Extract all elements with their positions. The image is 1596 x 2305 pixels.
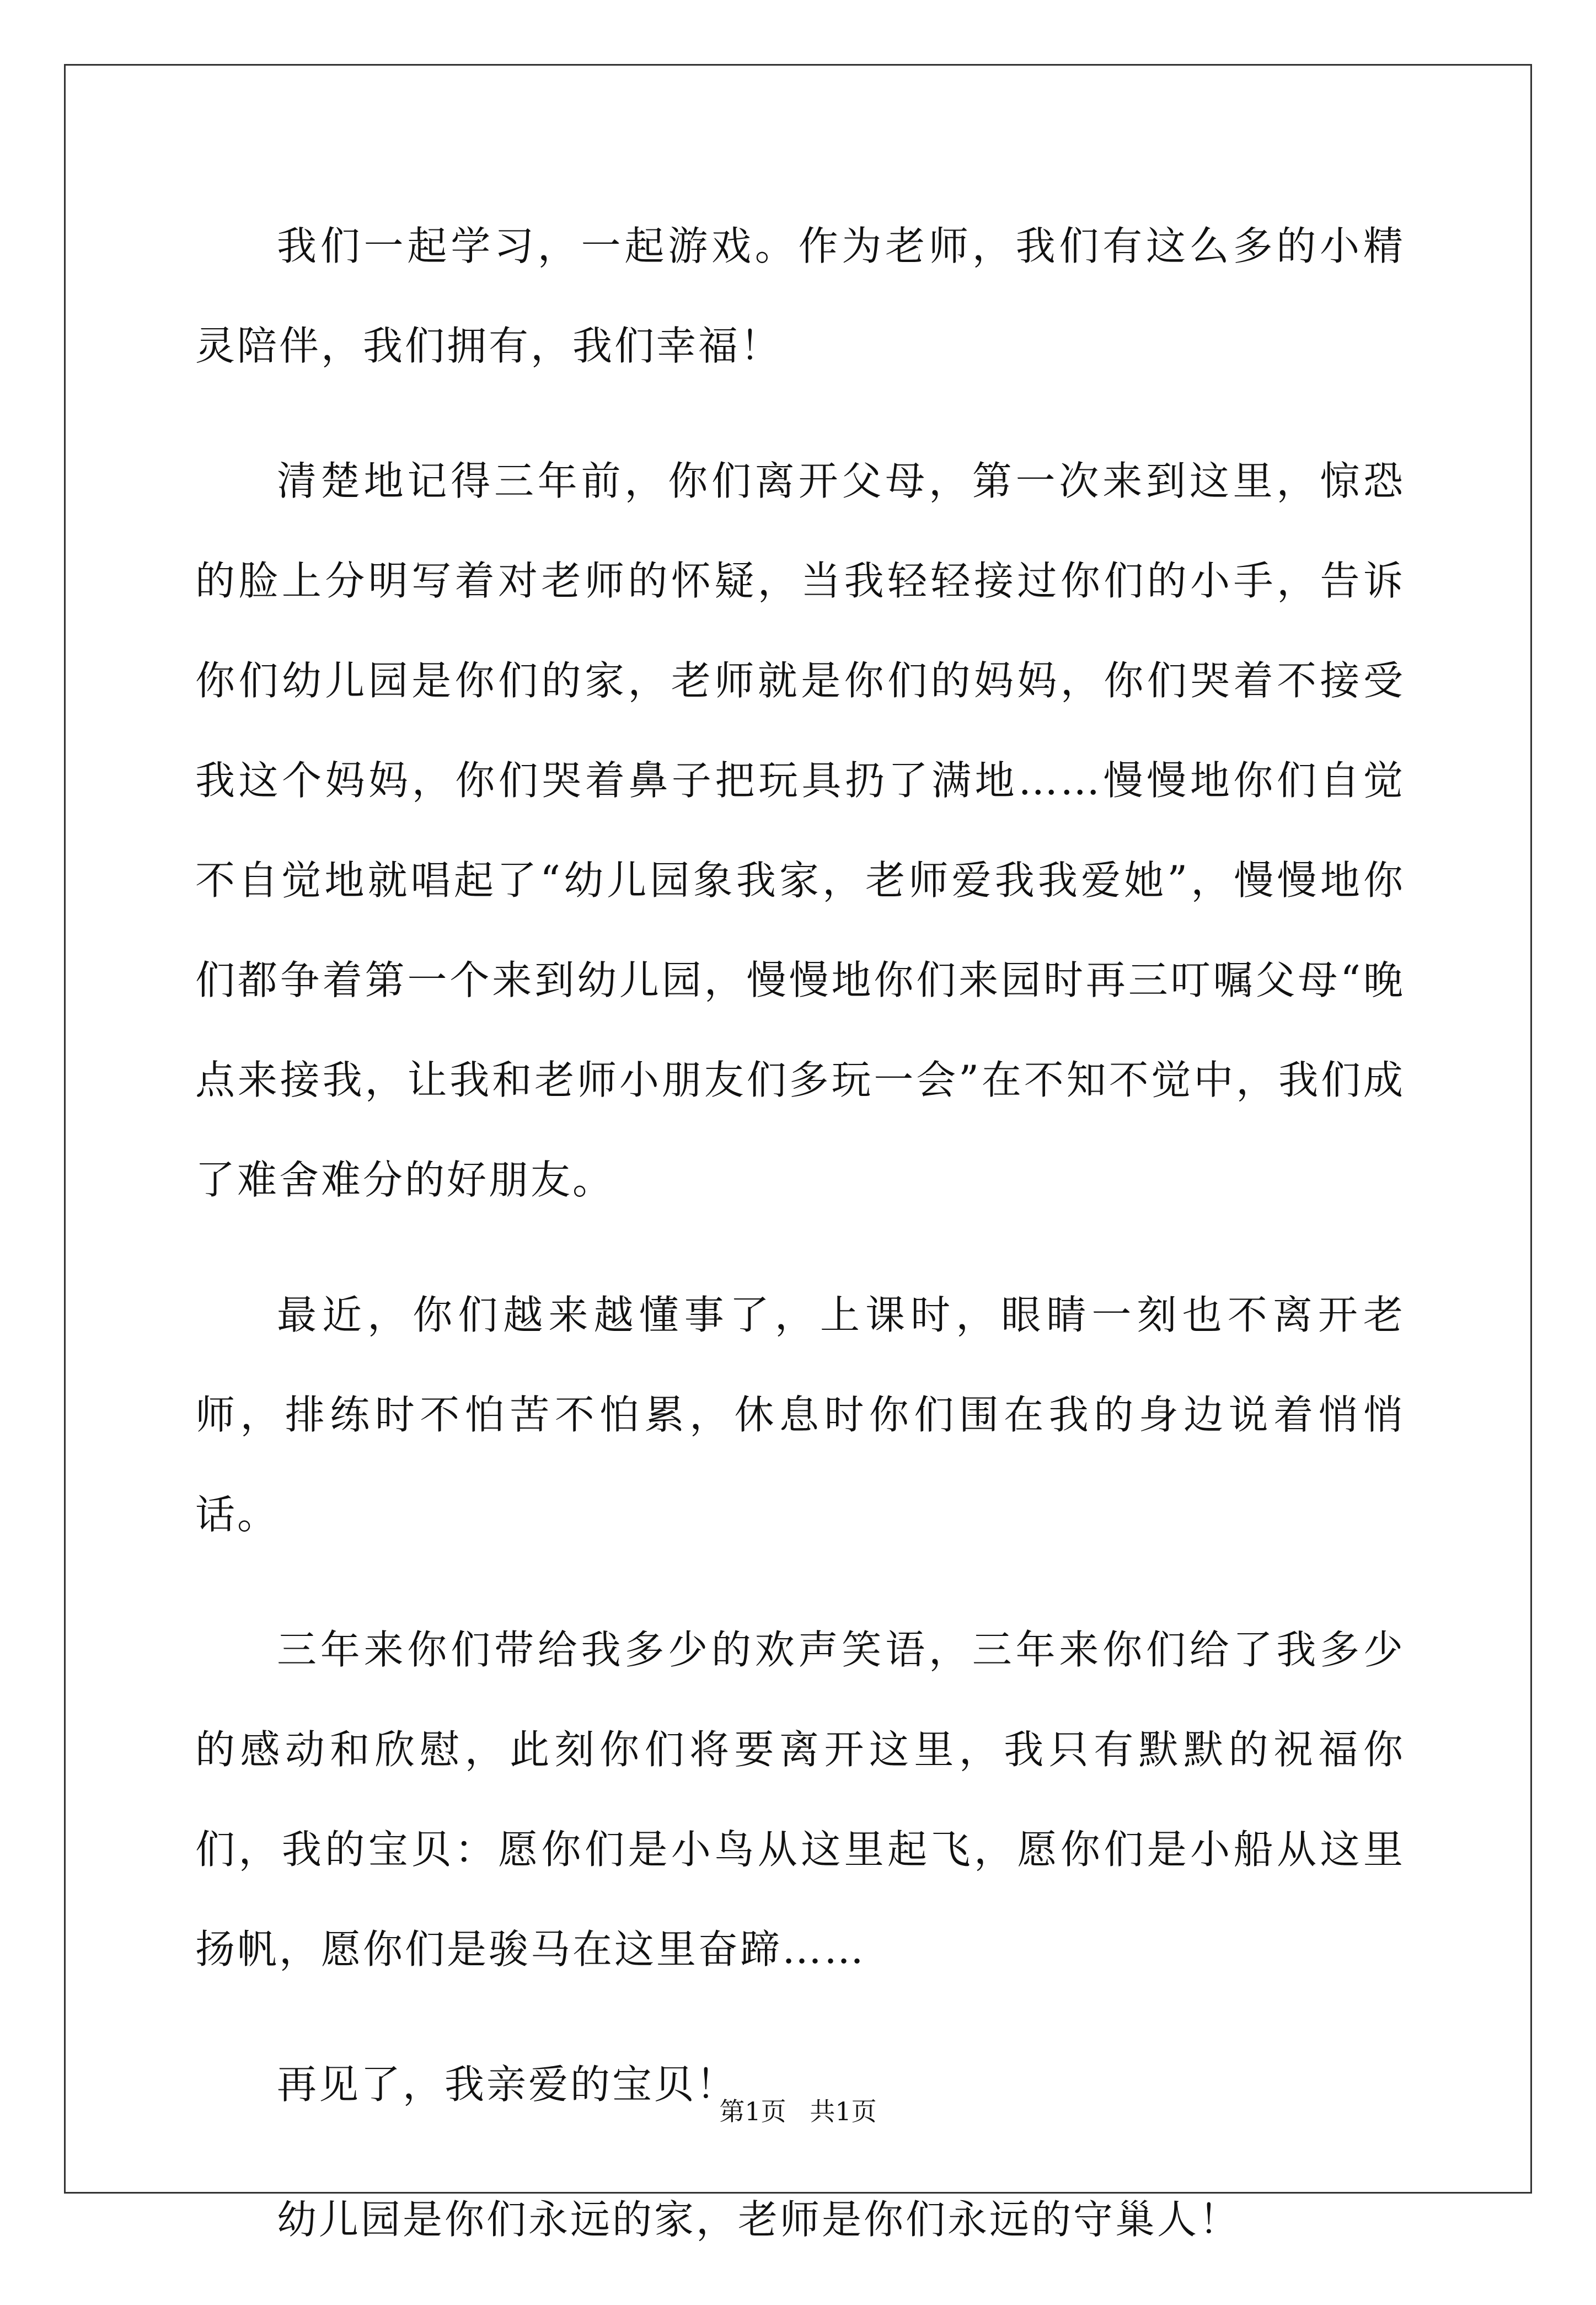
paragraph-2: 清楚地记得三年前，你们离开父母，第一次来到这里，惊恐的脸上分明写着对老师的怀疑，当我轻轻接过你们的小手，告诉你们幼儿园是你们的家，老师就是你们的妈妈，你们哭着不接受我这个妈妈，你们哭着鼻子把玩具扔了满地……慢慢地你们自觉不自觉地就唱起了“幼儿园象我家，老师爱我我爱她”，慢慢地你们都争着第一个来到幼儿园，慢慢地你们来园时再三叮嘱父母“晚点来接我，让我和老师小朋友们多玩一会”在不知不觉中，我们成了难舍难分的好朋友。 <box>195 458 1405 1203</box>
paragraph-6: 幼儿园是你们永远的家，老师是你们永远的守巢人！ <box>277 2196 1241 2243</box>
page-footer <box>0 2095 1596 2128</box>
page-total: 共1页 <box>810 2097 877 2126</box>
paragraph-1: 我们一起学习，一起游戏。作为老师，我们有这么多的小精灵陪伴，我们拥有，我们幸福！ <box>195 223 1405 369</box>
paragraph-5: 再见了，我亲爱的宝贝！ <box>277 2061 738 2108</box>
page-number: 第1页 <box>719 2097 786 2126</box>
paragraph-4: 三年来你们带给我多少的欢声笑语，三年来你们给了我多少的感动和欣慰，此刻你们将要离开这里，我只有默默的祝福你们，我的宝贝：愿你们是小鸟从这里起飞，愿你们是小船从这里扬帆，愿你们是骏马在这里奋蹄…… <box>195 1627 1405 1972</box>
paragraph-3: 最近，你们越来越懂事了，上课时，眼睛一刻也不离开老师，排练时不怕苦不怕累，休息时你们围在我的身边说着悄悄话。 <box>195 1292 1405 1538</box>
document-body <box>195 196 1405 2305</box>
